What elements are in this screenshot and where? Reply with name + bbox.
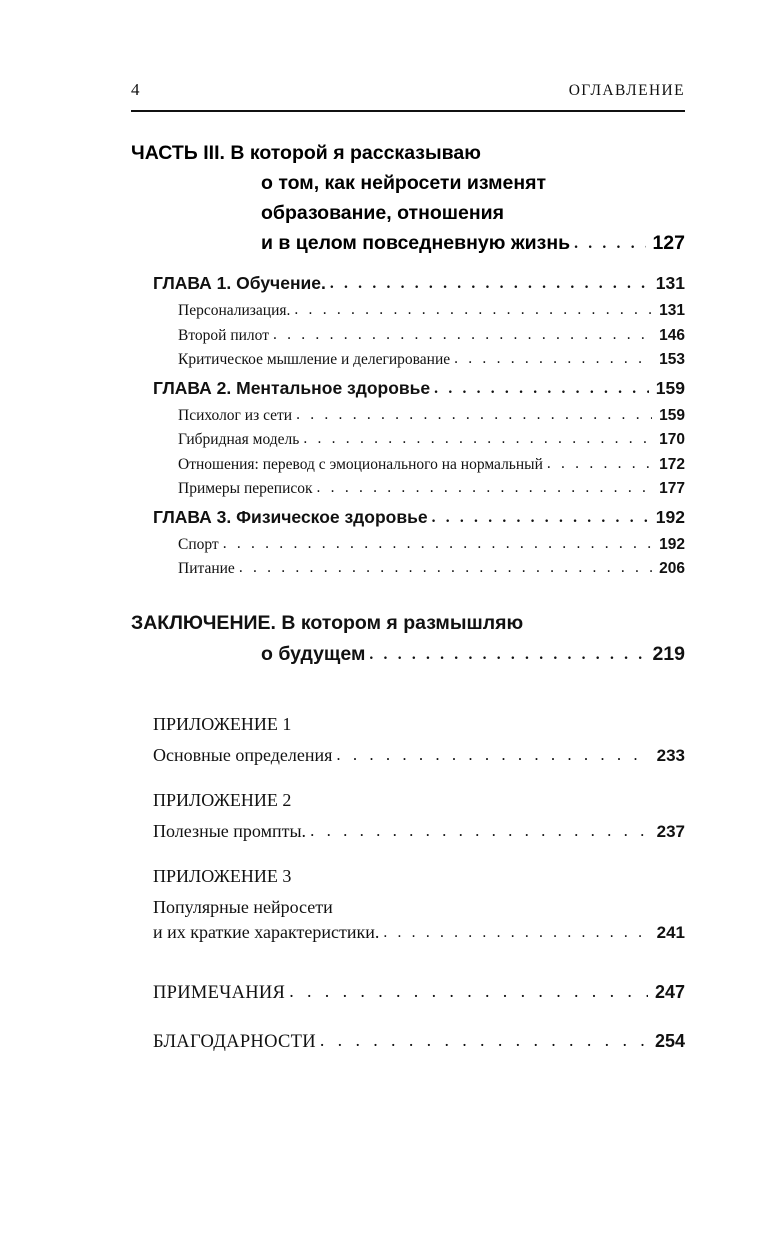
dot-leader xyxy=(450,351,652,367)
conclusion-page: 219 xyxy=(652,642,685,665)
spacer xyxy=(131,945,685,979)
dot-leader xyxy=(313,480,653,496)
spacer xyxy=(131,258,685,268)
toc-conclusion-entry[interactable] xyxy=(131,608,685,670)
conclusion-line-2 xyxy=(131,639,685,670)
chapter-page: 131 xyxy=(655,273,685,293)
toc-subentry-row[interactable] xyxy=(131,428,685,453)
part-line-4-text: и в целом повседневную жизнь xyxy=(261,232,571,254)
part-line-4 xyxy=(131,228,685,258)
subentry-title: Примеры переписок xyxy=(178,480,313,497)
subentry-title: Гибридная модель xyxy=(178,431,300,448)
toc-subentry-row[interactable] xyxy=(131,533,685,558)
toc-chapter-row[interactable] xyxy=(131,268,685,299)
subentry-page: 170 xyxy=(659,431,685,448)
subentry-page: 206 xyxy=(659,560,685,577)
appendix-entry-title: Основные определения xyxy=(153,744,333,765)
backmatter-page: 254 xyxy=(654,1030,685,1051)
dot-leader xyxy=(306,822,650,839)
toc-chapter-row[interactable] xyxy=(131,502,685,533)
part-page: 127 xyxy=(652,232,685,254)
dot-leader xyxy=(316,1031,648,1049)
appendix-entry-line-1: Популярные нейросети xyxy=(153,896,333,917)
dot-leader xyxy=(269,327,652,343)
conclusion-line-2-text: о будущем xyxy=(261,642,366,665)
appendix-heading: ПРИЛОЖЕНИЕ 1 xyxy=(153,713,292,734)
part-line-3: образование, отношения xyxy=(261,202,504,224)
dot-leader xyxy=(379,925,649,941)
toc-backmatter-row[interactable] xyxy=(131,1028,685,1055)
dot-leader xyxy=(299,431,652,447)
subentry-page: 153 xyxy=(659,351,685,368)
dot-leader xyxy=(292,407,652,423)
appendix-entry-page: 237 xyxy=(656,821,685,841)
appendix-entry-line-2 xyxy=(153,920,685,945)
dot-leader xyxy=(543,456,652,472)
subentry-page: 172 xyxy=(659,455,685,473)
toc-backmatter-row[interactable] xyxy=(131,979,685,1006)
page-number: 4 xyxy=(131,80,140,99)
dot-leader xyxy=(290,302,652,318)
appendix-heading: ПРИЛОЖЕНИЕ 2 xyxy=(153,789,292,810)
appendix-entry-row[interactable] xyxy=(131,895,685,945)
appendix-entry-row[interactable] xyxy=(131,743,685,768)
toc-subentry-row[interactable] xyxy=(131,348,685,373)
toc-subentry-row[interactable] xyxy=(131,557,685,582)
spacer xyxy=(131,670,685,692)
conclusion-line-1: ЗАКЛЮЧЕНИЕ. В котором я размышляю xyxy=(131,611,524,634)
running-head-title: ОГЛАВЛЕНИЕ xyxy=(568,82,685,99)
header-rule xyxy=(131,110,685,112)
toc-subentry-row[interactable] xyxy=(131,324,685,349)
backmatter-title: БЛАГОДАРНОСТИ xyxy=(153,1031,316,1052)
table-of-contents xyxy=(131,136,685,1055)
subentry-page: 177 xyxy=(659,480,685,497)
dot-leader xyxy=(365,647,644,663)
dot-leader xyxy=(570,236,646,252)
subentry-title: Спорт xyxy=(178,535,219,553)
dot-leader xyxy=(332,746,649,763)
chapter-title: ГЛАВА 2. Ментальное здоровье xyxy=(153,377,431,398)
backmatter-page: 247 xyxy=(654,981,685,1002)
chapter-title: ГЛАВА 3. Физическое здоровье xyxy=(153,506,428,527)
subentry-title: Отношения: перевод с эмоционального на нормальный xyxy=(178,455,543,473)
chapter-title: ГЛАВА 1. Обучение. xyxy=(153,273,326,293)
appendix-heading: ПРИЛОЖЕНИЕ 3 xyxy=(153,865,292,886)
toc-subentry-row[interactable] xyxy=(131,453,685,478)
dot-leader xyxy=(285,982,648,1000)
appendix-entry-page: 233 xyxy=(656,745,685,765)
appendix-entry-line-2-text: и их краткие характеристики. xyxy=(153,921,380,942)
appendix-entry-row[interactable] xyxy=(131,819,685,844)
toc-chapter-row[interactable] xyxy=(131,373,685,404)
appendix-entry-page: 241 xyxy=(656,922,685,942)
subentry-title: Второй пилот xyxy=(178,326,269,344)
subentry-page: 159 xyxy=(659,406,685,424)
running-head xyxy=(131,80,685,100)
dot-leader xyxy=(235,560,652,576)
dot-leader xyxy=(219,536,652,552)
toc-part-entry xyxy=(131,138,685,258)
subentry-page: 131 xyxy=(659,302,685,319)
part-line-2: о том, как нейросети изменят xyxy=(261,172,547,194)
subentry-title: Питание xyxy=(178,560,235,577)
toc-subentry-row[interactable] xyxy=(131,299,685,324)
toc-subentry-row[interactable] xyxy=(131,477,685,502)
toc-subentry-row[interactable] xyxy=(131,404,685,429)
subentry-title: Психолог из сети xyxy=(178,406,293,424)
dot-leader xyxy=(326,276,649,292)
subentry-page: 192 xyxy=(659,535,685,553)
appendix-entry-title: Полезные промпты. xyxy=(153,820,307,841)
part-line-1: ЧАСТЬ III. В которой я рассказываю xyxy=(131,142,481,164)
subentry-title: Критическое мышление и делегирование xyxy=(178,351,451,368)
subentry-title: Персонализация. xyxy=(178,302,291,319)
chapter-page: 159 xyxy=(655,377,685,398)
spacer xyxy=(131,1006,685,1028)
dot-leader xyxy=(430,381,649,397)
subentry-page: 146 xyxy=(659,326,685,344)
dot-leader xyxy=(428,510,649,526)
backmatter-title: ПРИМЕЧАНИЯ xyxy=(153,982,286,1003)
chapter-page: 192 xyxy=(655,506,685,527)
